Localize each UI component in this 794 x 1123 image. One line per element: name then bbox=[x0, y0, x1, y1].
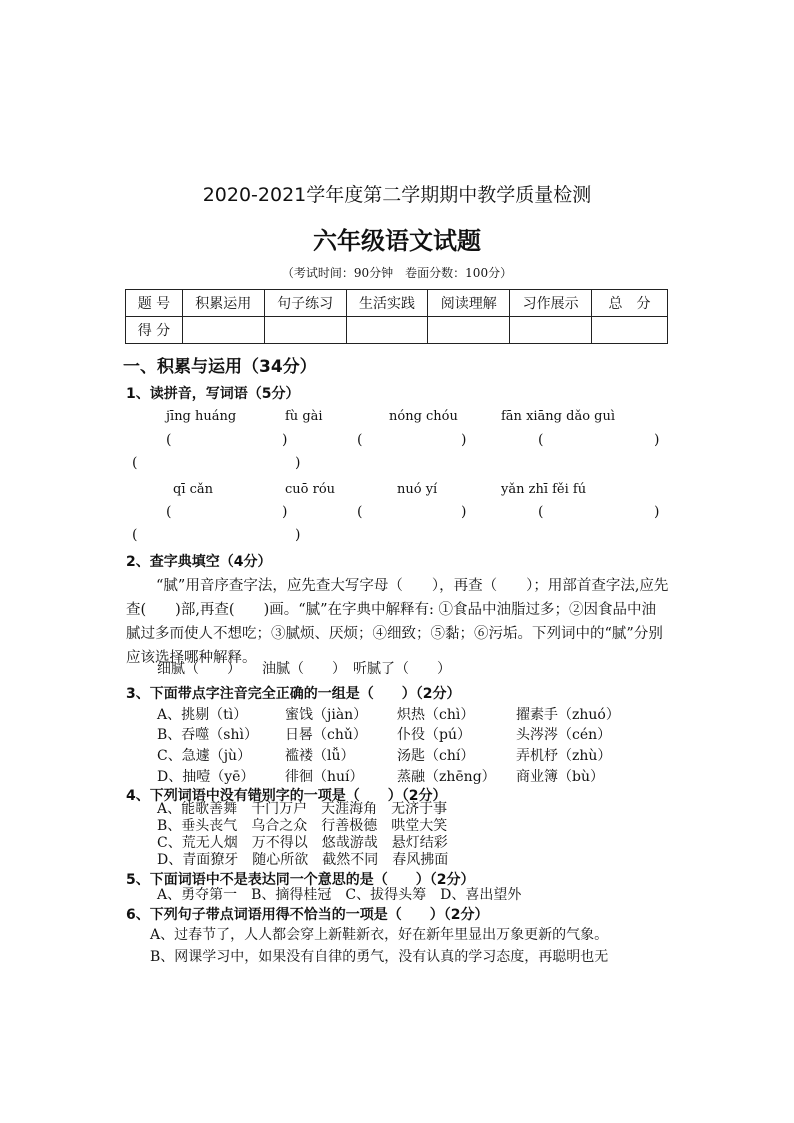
option-word: C、急遽（jù） bbox=[157, 748, 252, 764]
question-6-title: 6、下列句子带点词语用得不恰当的一项是（ ）（2分） bbox=[126, 907, 489, 923]
score-cell[interactable] bbox=[592, 317, 668, 344]
option-word: 徘徊（huí） bbox=[285, 769, 364, 785]
option-word: 蜜饯（jiàn） bbox=[285, 707, 368, 723]
option-word: 弄机杼（zhù） bbox=[516, 748, 612, 764]
section-title: 一、积累与运用（34分） bbox=[123, 357, 317, 377]
question-2-title: 2、查字典填空（4分） bbox=[126, 554, 272, 570]
option-word: 擢素手（zhuó） bbox=[516, 707, 620, 723]
answer-paren-open: ( bbox=[357, 432, 363, 448]
option-sentence: B、网课学习中，如果没有自律的勇气，没有认真的学习态度，再聪明也无 bbox=[150, 949, 609, 965]
answer-paren-close: ) bbox=[654, 504, 660, 520]
score-cell[interactable] bbox=[264, 317, 346, 344]
score-value-row bbox=[126, 317, 668, 344]
answer-paren-open: ( bbox=[166, 432, 172, 448]
score-row-label: 得 分 bbox=[126, 317, 183, 344]
score-cell[interactable] bbox=[346, 317, 428, 344]
option-word: A、挑剔（tì） bbox=[157, 707, 248, 723]
pinyin-item: jīng huáng bbox=[166, 409, 237, 424]
question-2-blanks: 细腻（ ） 油腻（ ） 听腻了（ ） bbox=[157, 661, 451, 677]
option-row: A、勇夺第一 B、摘得桂冠 C、拔得头筹 D、喜出望外 bbox=[157, 887, 522, 903]
score-header-row bbox=[126, 290, 668, 317]
option-row: A、能歌善舞 千门万户 天涯海角 无济于事 bbox=[157, 801, 448, 817]
option-word: 蒸融（zhēng） bbox=[397, 769, 496, 785]
answer-paren-close: ) bbox=[461, 432, 467, 448]
pinyin-item: fān xiāng dǎo guì bbox=[501, 409, 616, 424]
question-1-title: 1、读拼音，写词语（5分） bbox=[126, 386, 300, 402]
exam-subtitle: 六年级语文试题 bbox=[313, 227, 481, 255]
answer-paren-close: ) bbox=[295, 527, 301, 543]
pinyin-item: fù gài bbox=[285, 409, 323, 424]
option-word: 褴褛（lǚ） bbox=[285, 748, 355, 764]
pinyin-item: cuō róu bbox=[285, 482, 336, 497]
score-cell[interactable] bbox=[182, 317, 264, 344]
answer-paren-close: ) bbox=[654, 432, 660, 448]
score-header-cell: 句子练习 bbox=[264, 290, 346, 317]
pinyin-item: yǎn zhī fěi fú bbox=[501, 482, 587, 497]
score-cell[interactable] bbox=[510, 317, 592, 344]
option-row: B、垂头丧气 乌合之众 行善极德 哄堂大笑 bbox=[157, 818, 448, 834]
answer-paren-close: ) bbox=[282, 504, 288, 520]
option-row: C、荒无人烟 万不得以 悠哉游哉 悬灯结彩 bbox=[157, 835, 448, 851]
option-sentence: A、过春节了，人人都会穿上新鞋新衣，好在新年里显出万象更新的气象。 bbox=[150, 927, 609, 943]
score-header-cell: 总 分 bbox=[592, 290, 668, 317]
question-4-title: 4、下列词语中没有错别字的一项是（ ）（2分） bbox=[126, 788, 447, 804]
option-word: 头涔涔（cén） bbox=[516, 727, 612, 743]
score-cell[interactable] bbox=[428, 317, 510, 344]
score-header-cell: 阅读理解 bbox=[428, 290, 510, 317]
answer-paren-close: ) bbox=[295, 455, 301, 471]
score-header-cell: 生活实践 bbox=[346, 290, 428, 317]
answer-paren-open: ( bbox=[538, 504, 544, 520]
answer-paren-close: ) bbox=[461, 504, 467, 520]
option-word: 日晷（chǔ） bbox=[285, 727, 367, 743]
option-word: B、吞噬（shì） bbox=[157, 727, 258, 743]
score-header-cell: 习作展示 bbox=[510, 290, 592, 317]
score-header-cell: 题 号 bbox=[126, 290, 183, 317]
score-header-cell: 积累运用 bbox=[182, 290, 264, 317]
exam-title: 2020-2021学年度第二学期期中教学质量检测 bbox=[202, 184, 592, 206]
answer-paren-open: ( bbox=[538, 432, 544, 448]
pinyin-item: nóng chóu bbox=[389, 409, 458, 424]
option-word: 商业簿（bù） bbox=[516, 769, 604, 785]
answer-paren-close: ) bbox=[282, 432, 288, 448]
answer-paren-open: ( bbox=[132, 527, 138, 543]
question-3-title: 3、下面带点字注音完全正确的一组是（ ）（2分） bbox=[126, 686, 461, 702]
option-row: D、青面獠牙 随心所欲 截然不同 春风拂面 bbox=[157, 852, 449, 868]
question-5-title: 5、下面词语中不是表达同一个意思的是（ ）（2分） bbox=[126, 872, 475, 888]
option-word: 仆役（pú） bbox=[397, 727, 471, 743]
option-word: 汤匙（chí） bbox=[397, 748, 475, 764]
option-word: 炽热（chì） bbox=[397, 707, 475, 723]
answer-paren-open: ( bbox=[166, 504, 172, 520]
pinyin-item: nuó yí bbox=[397, 482, 438, 497]
answer-paren-open: ( bbox=[132, 455, 138, 471]
pinyin-item: qī cǎn bbox=[173, 482, 214, 497]
answer-paren-open: ( bbox=[357, 504, 363, 520]
score-table bbox=[125, 289, 668, 344]
exam-info: （考试时间：90分钟 卷面分数：100分） bbox=[281, 266, 513, 280]
question-2-text: “腻”用音序查字法，应先查大写字母（ ），再查（ ）；用部首查字法,应先查( )部,再查( )画。“腻”在字典中解释有: ①食品中油脂过多；②因食品中油腻过多而使人不想吃；③腻烦、厌烦；④细致；⑤黏；⑥污垢。下列词中的“腻”分别应该选择哪种解释。 bbox=[126, 578, 669, 666]
option-word: D、抽噎（yē） bbox=[157, 769, 255, 785]
